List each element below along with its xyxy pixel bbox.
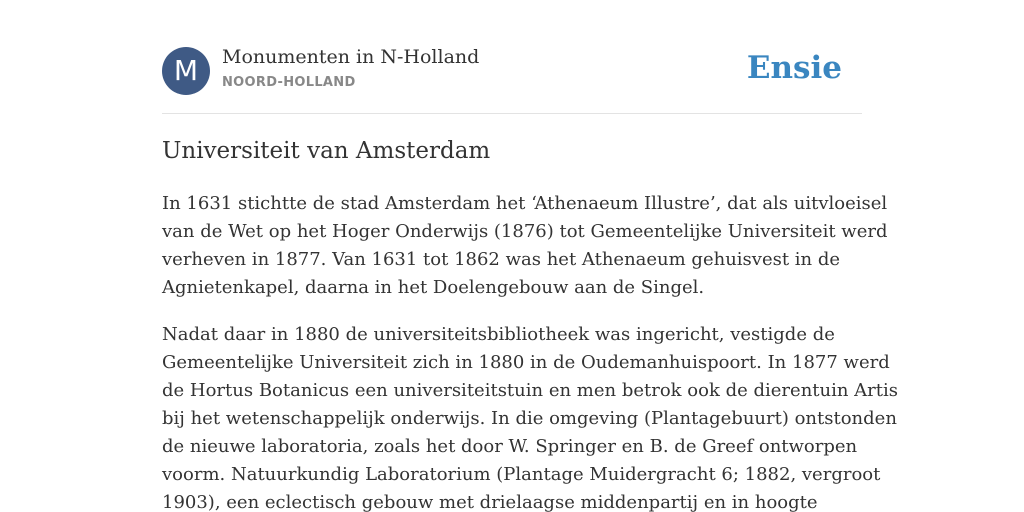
- ensie-logo[interactable]: Ensie: [746, 50, 842, 86]
- article-body: [162, 190, 899, 512]
- paragraph-2: [162, 321, 899, 512]
- paragraph-line: 1903), een eclectisch gebouw met drielaagse middenpartij en in hoogte: [162, 492, 818, 512]
- channel-name-link[interactable]: Monumenten in N-Holland: [222, 46, 480, 68]
- article-title: Universiteit van Amsterdam: [162, 138, 491, 164]
- paragraph-line: Gemeentelijke Universiteit zich in 1880 in de Oudemanhuispoort. In 1877 werd: [162, 352, 890, 373]
- paragraph-1: [162, 190, 888, 302]
- paragraph-line: verheven in 1877. Van 1631 tot 1862 was het Athenaeum gehuisvest in de: [162, 249, 841, 270]
- paragraph-line: voorm. Natuurkundig Laboratorium (Plantage Muidergracht 6; 1882, vergroot: [162, 464, 881, 485]
- paragraph-line: Nadat daar in 1880 de universiteitsbibliotheek was ingericht, vestigde de: [162, 324, 835, 345]
- channel-avatar[interactable]: M: [162, 47, 210, 95]
- paragraph-line: van de Wet op het Hoger Onderwijs (1876) tot Gemeentelijke Universiteit werd: [162, 221, 888, 242]
- channel-header: [162, 46, 862, 96]
- paragraph-line: In 1631 stichtte de stad Amsterdam het ‘Athenaeum Illustre’, dat als uitvloeisel: [162, 193, 888, 214]
- channel-category-link[interactable]: NOORD-HOLLAND: [222, 75, 356, 90]
- header-divider: [162, 113, 862, 114]
- paragraph-line: Agnietenkapel, daarna in het Doelengebouw aan de Singel.: [162, 277, 705, 298]
- paragraph-line: de Hortus Botanicus een universiteitstuin en men betrok ook de dierentuin Artis: [162, 380, 899, 401]
- paragraph-line: bij het wetenschappelijk onderwijs. In die omgeving (Plantagebuurt) ontstonden: [162, 408, 897, 429]
- paragraph-line: de nieuwe laboratoria, zoals het door W. Springer en B. de Greef ontworpen: [162, 436, 858, 457]
